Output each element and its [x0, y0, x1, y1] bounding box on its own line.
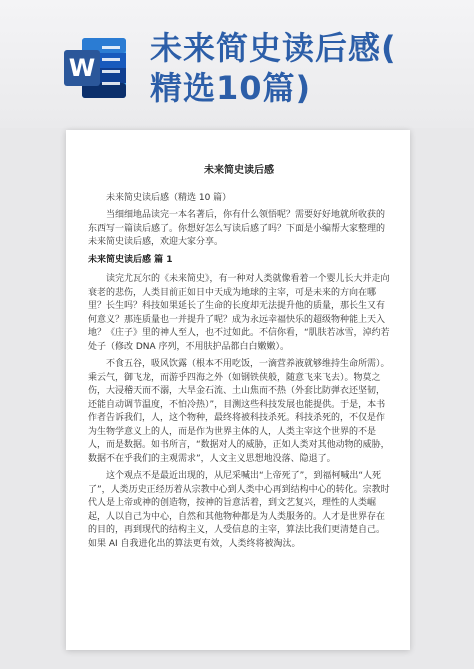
word-document-icon: [62, 34, 128, 102]
banner-title: [150, 28, 460, 108]
banner-title-line2: 精选10篇): [150, 69, 312, 107]
body-paragraph: 不食五谷，吸风饮露（根本不用吃饭，一滴营养液就够维持生命所需）。乘云气，御飞龙，而游乎四海之外（如钢铁侠般，随意飞来飞去）。物莫之伤，大浸稽天而不溺，大旱金石流、土山焦而不热（外套比防弹衣还坚韧，还能自动调节温度，不怕冷热）”，目测这些科技发展也能提供。于是，本书作者告诉我们，人，这个物种，最终将被科技杀死。科技杀死的，不仅是作为生物学意义上的人，而是作为世界主体的人，人类主宰这个世界的不是人，而是数据。如书所言，“数据对人的威胁，正如人类对其他动物的威胁，数据不在乎我们的主观需求”，人文主义思想地没落、隐退了。: [88, 359, 390, 464]
intro-paragraph: 当细细地品读完一本名著后，你有什么领悟呢？需要好好地就所收获的东西写一篇读后感了。你想好怎么写读后感了吗？下面是小编帮大家整理的未来简史读后感，欢迎大家分享。: [88, 210, 386, 247]
section-heading: 未来简史读后感 篇 1: [88, 254, 173, 265]
body-paragraph: 读完尤瓦尔的《未来简史》，有一种对人类就像看着一个婴儿长大并走向衰老的悲伤，人类目前正如日中天成为地球的主宰，可是未来的方向在哪里？长生吗？科技如果延长了生命的长度却无法提升他的质量，那长生又有何意义？那连质量也一并提升了呢？成为永远幸福快乐的超级物种能上天入地？《庄子》里的神人至人，也不过如此。不信你看，“肌肤若冰雪，淖约若处子（修改 DNA 序列，不用肤护品都白白嫩嫩）。: [88, 274, 390, 352]
body-paragraph: 这个观点不是最近出现的，从尼采喊出“上帝死了”，到福柯喊出“人死了”，人类历史正经历着从宗教中心到人类中心再到结构中心的转化。宗教时代人是上帝或神的创造物，按神的旨意活着，到文艺复兴，理性的人类崛起，人以自己为中心，自然和其他物种都是为人类服务的。人才是世界存在的目的，再到现代的结构主义，人受信息的主宰，算法比我们更清楚自己。如果 AI 自我进化出的算法更有效，人类终将被淘汰。: [88, 471, 390, 549]
svg-text:W: W: [68, 54, 96, 82]
document-title: 未来简史读后感: [204, 165, 274, 176]
intro-heading: 未来简史读后感（精选 10 篇）: [106, 192, 232, 203]
banner: [0, 0, 474, 128]
banner-title-line1: 未来简史读后感(: [150, 29, 397, 67]
document-page: [66, 130, 410, 650]
document-content: [88, 164, 390, 555]
